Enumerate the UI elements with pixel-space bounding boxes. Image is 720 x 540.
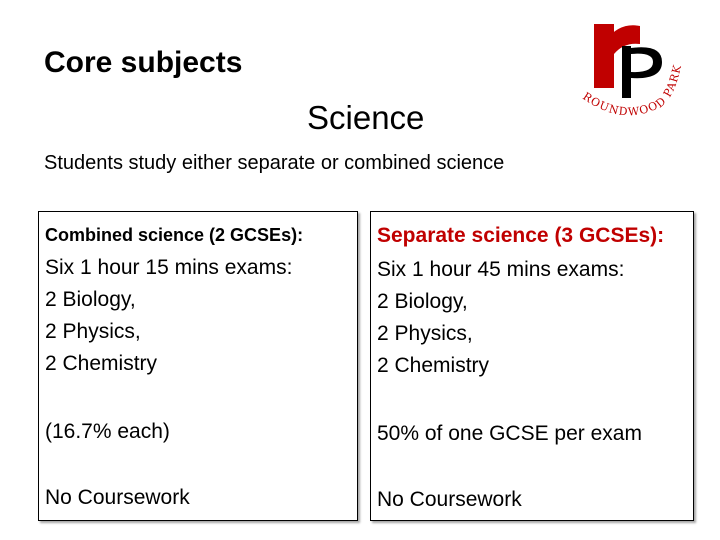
- separate-percentage: 50% of one GCSE per exam: [377, 422, 642, 445]
- separate-coursework: No Coursework: [377, 488, 522, 511]
- combined-science-box: [38, 211, 358, 521]
- intro-text: Students study either separate or combined science: [44, 152, 505, 174]
- logo-r-mark: [594, 24, 640, 88]
- separate-exam-list: [377, 254, 624, 382]
- combined-line: 2 Biology,: [45, 288, 136, 311]
- logo-p-mark: [622, 46, 662, 98]
- combined-line: 2 Physics,: [45, 320, 141, 343]
- separate-line: 2 Biology,: [377, 290, 468, 313]
- combined-coursework: No Coursework: [45, 486, 190, 509]
- combined-exam-list: [45, 252, 292, 380]
- combined-percentage: (16.7% each): [45, 420, 170, 443]
- separate-science-box: [370, 211, 694, 521]
- roundwood-park-logo: [576, 10, 700, 134]
- combined-line: Six 1 hour 15 mins exams:: [45, 256, 293, 279]
- separate-line: 2 Physics,: [377, 322, 473, 345]
- combined-line: 2 Chemistry: [45, 352, 158, 375]
- separate-line: Six 1 hour 45 mins exams:: [377, 258, 625, 281]
- logo-wordmark: ROUNDWOOD PARK: [580, 62, 685, 119]
- separate-line: 2 Chemistry: [377, 354, 490, 377]
- slide-title: Core subjects: [44, 46, 243, 79]
- slide-subtitle: Science: [307, 99, 425, 136]
- separate-heading: Separate science (3 GCSEs):: [377, 224, 665, 247]
- combined-heading: Combined science (2 GCSEs):: [45, 225, 304, 245]
